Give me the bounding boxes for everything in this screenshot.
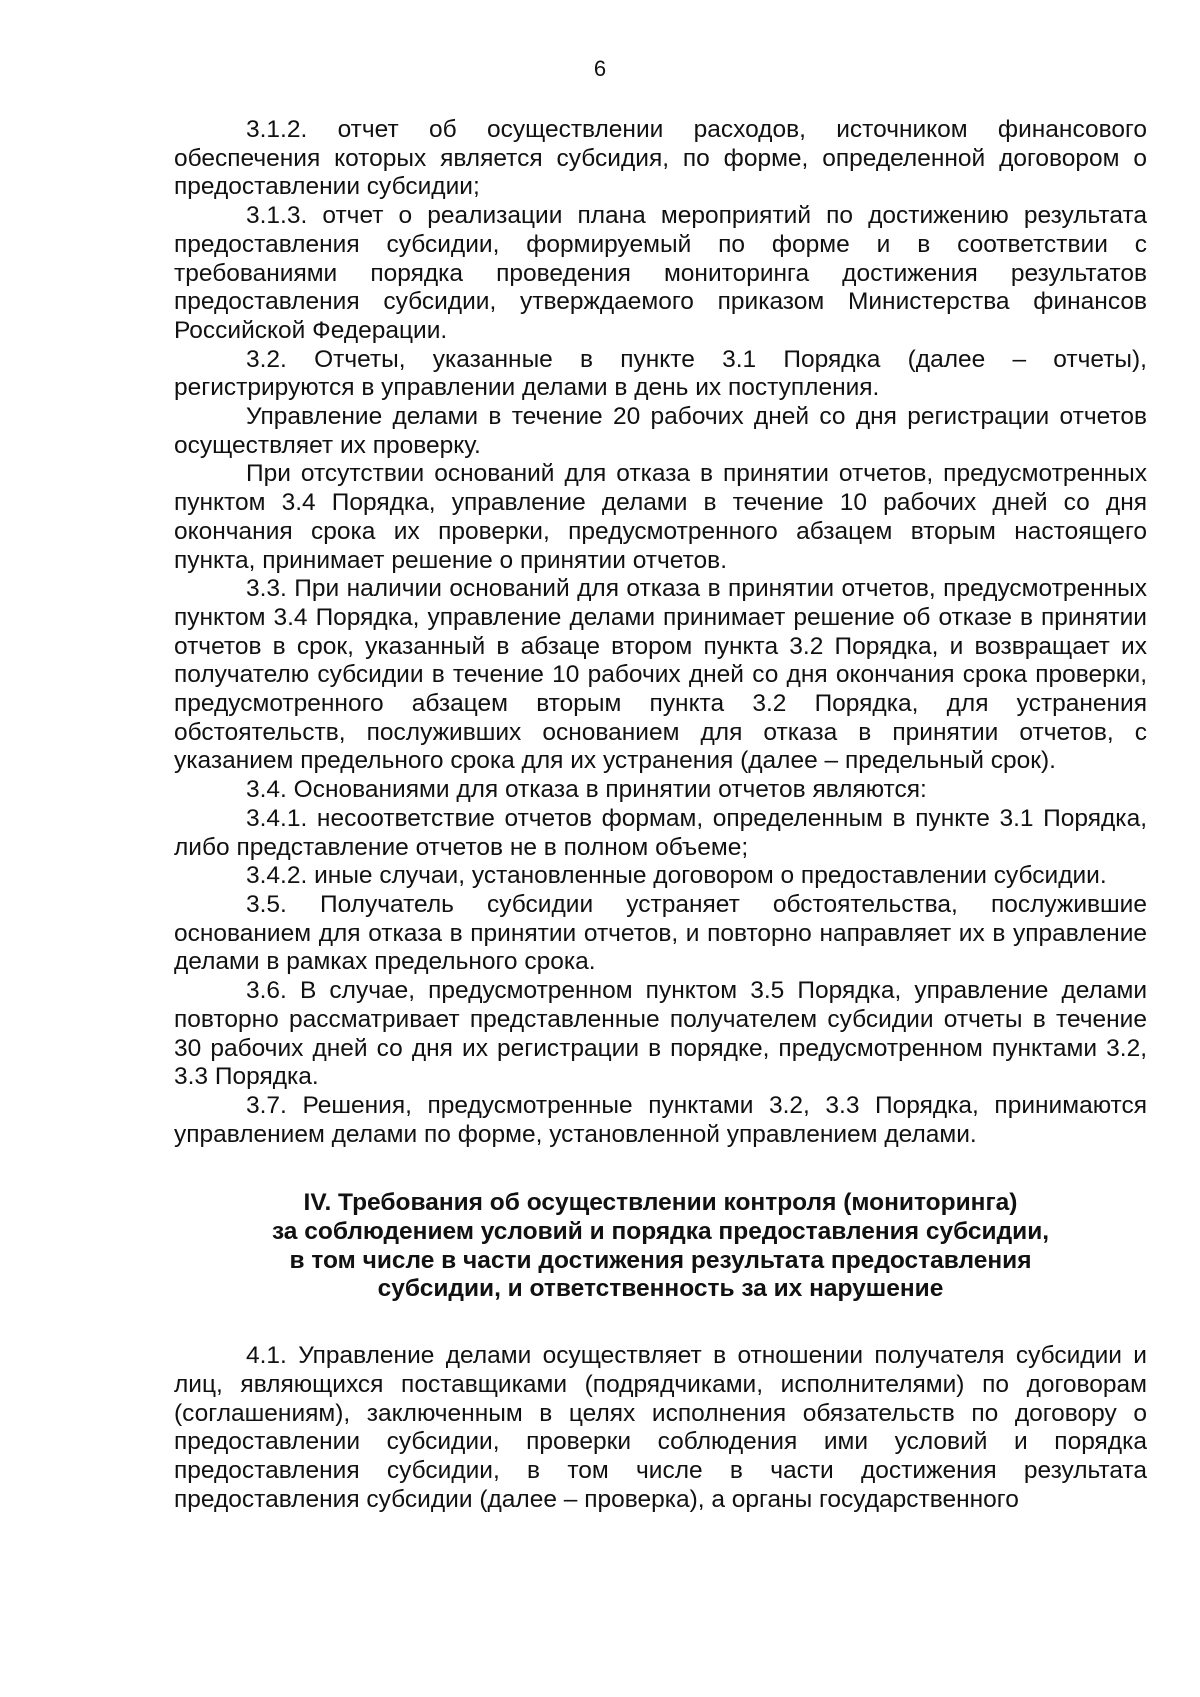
section-heading-iv: [174, 1189, 1147, 1304]
paragraph-3-1-2: 3.1.2. отчет об осуществлении расходов, источником финансового обеспечения которых является субсидия, по форме, определенной договором о предоставлении субсидии;: [174, 116, 1147, 201]
section-heading-line: в том числе в части достижения результата предоставления: [289, 1246, 1032, 1274]
paragraph-3-1-3: 3.1.3. отчет о реализации плана мероприятий по достижению результата предоставления субсидии, формируемый по форме и в соответствии с требованиями порядка проведения мониторинга достижения результатов предоставления субсидии, утверждаемого приказом Министерства финансов Российской Федерации.: [174, 202, 1147, 344]
page-number: 6: [593, 56, 607, 81]
paragraph-3-4: 3.4. Основаниями для отказа в принятии отчетов являются:: [246, 776, 927, 804]
document-body: [174, 116, 1147, 1514]
paragraph-3-2-second: Управление делами в течение 20 рабочих дней со дня регистрации отчетов осуществляет их проверку.: [174, 403, 1147, 459]
section-heading-line: IV. Требования об осуществлении контроля (мониторинга): [303, 1189, 1018, 1217]
section-heading-line: за соблюдением условий и порядка предоставления субсидии,: [271, 1218, 1050, 1246]
paragraph-3-4-2: 3.4.2. иные случаи, установленные договором о предоставлении субсидии.: [246, 862, 1107, 890]
paragraph-3-2-third: При отсутствии оснований для отказа в принятии отчетов, предусмотренных пунктом 3.4 Порядка, управление делами в течение 10 рабочих дней со дня окончания срока их проверки, предусмотренного абзацем вторым настоящего пункта, принимает решение о принятии отчетов.: [174, 460, 1147, 574]
paragraph-4-1: 4.1. Управление делами осуществляет в отношении получателя субсидии и лиц, являющихся поставщиками (подрядчиками, исполнителями) по договорам (соглашениям), заключенным в целях исполнения обязательств по договору о предоставлении субсидии, проверки соблюдения ими условий и порядка предоставления субсидии, в том числе в части достижения результата предоставления субсидии (далее – проверка), а органы государственного: [174, 1342, 1147, 1513]
paragraph-3-4-1: 3.4.1. несоответствие отчетов формам, определенным в пункте 3.1 Порядка, либо представление отчетов не в полном объеме;: [174, 804, 1147, 861]
paragraph-3-3: 3.3. При наличии оснований для отказа в принятии отчетов, предусмотренных пунктом 3.4 Порядка, управление делами принимает решение об отказе в принятии отчетов в срок, указанный в абзаце втором пункта 3.2 Порядка, и возвращает их получателю субсидии в течение 10 рабочих дней со дня окончания срока проверки, предусмотренного абзацем вторым пункта 3.2 Порядка, для устранения обстоятельств, послуживших основанием для отказа в принятии отчетов, с указанием предельного срока для их устранения (далее – предельный срок).: [174, 575, 1147, 775]
paragraph-3-7: 3.7. Решения, предусмотренные пунктами 3.2, 3.3 Порядка, принимаются управлением делами по форме, установленной управлением делами.: [174, 1091, 1147, 1148]
paragraph-3-5: 3.5. Получатель субсидии устраняет обстоятельства, послужившие основанием для отказа в принятии отчетов, и повторно направляет их в управление делами в рамках предельного срока.: [174, 890, 1147, 976]
section-heading-line: субсидии, и ответственность за их нарушение: [377, 1275, 944, 1303]
paragraph-3-6: 3.6. В случае, предусмотренном пунктом 3.5 Порядка, управление делами повторно рассматривает представленные получателем субсидии отчеты в течение 30 рабочих дней со дня их регистрации в порядке, предусмотренном пунктами 3.2, 3.3 Порядка.: [174, 977, 1147, 1091]
paragraph-3-2: 3.2. Отчеты, указанные в пункте 3.1 Порядка (далее – отчеты), регистрируются в управлении делами в день их поступления.: [174, 345, 1147, 402]
